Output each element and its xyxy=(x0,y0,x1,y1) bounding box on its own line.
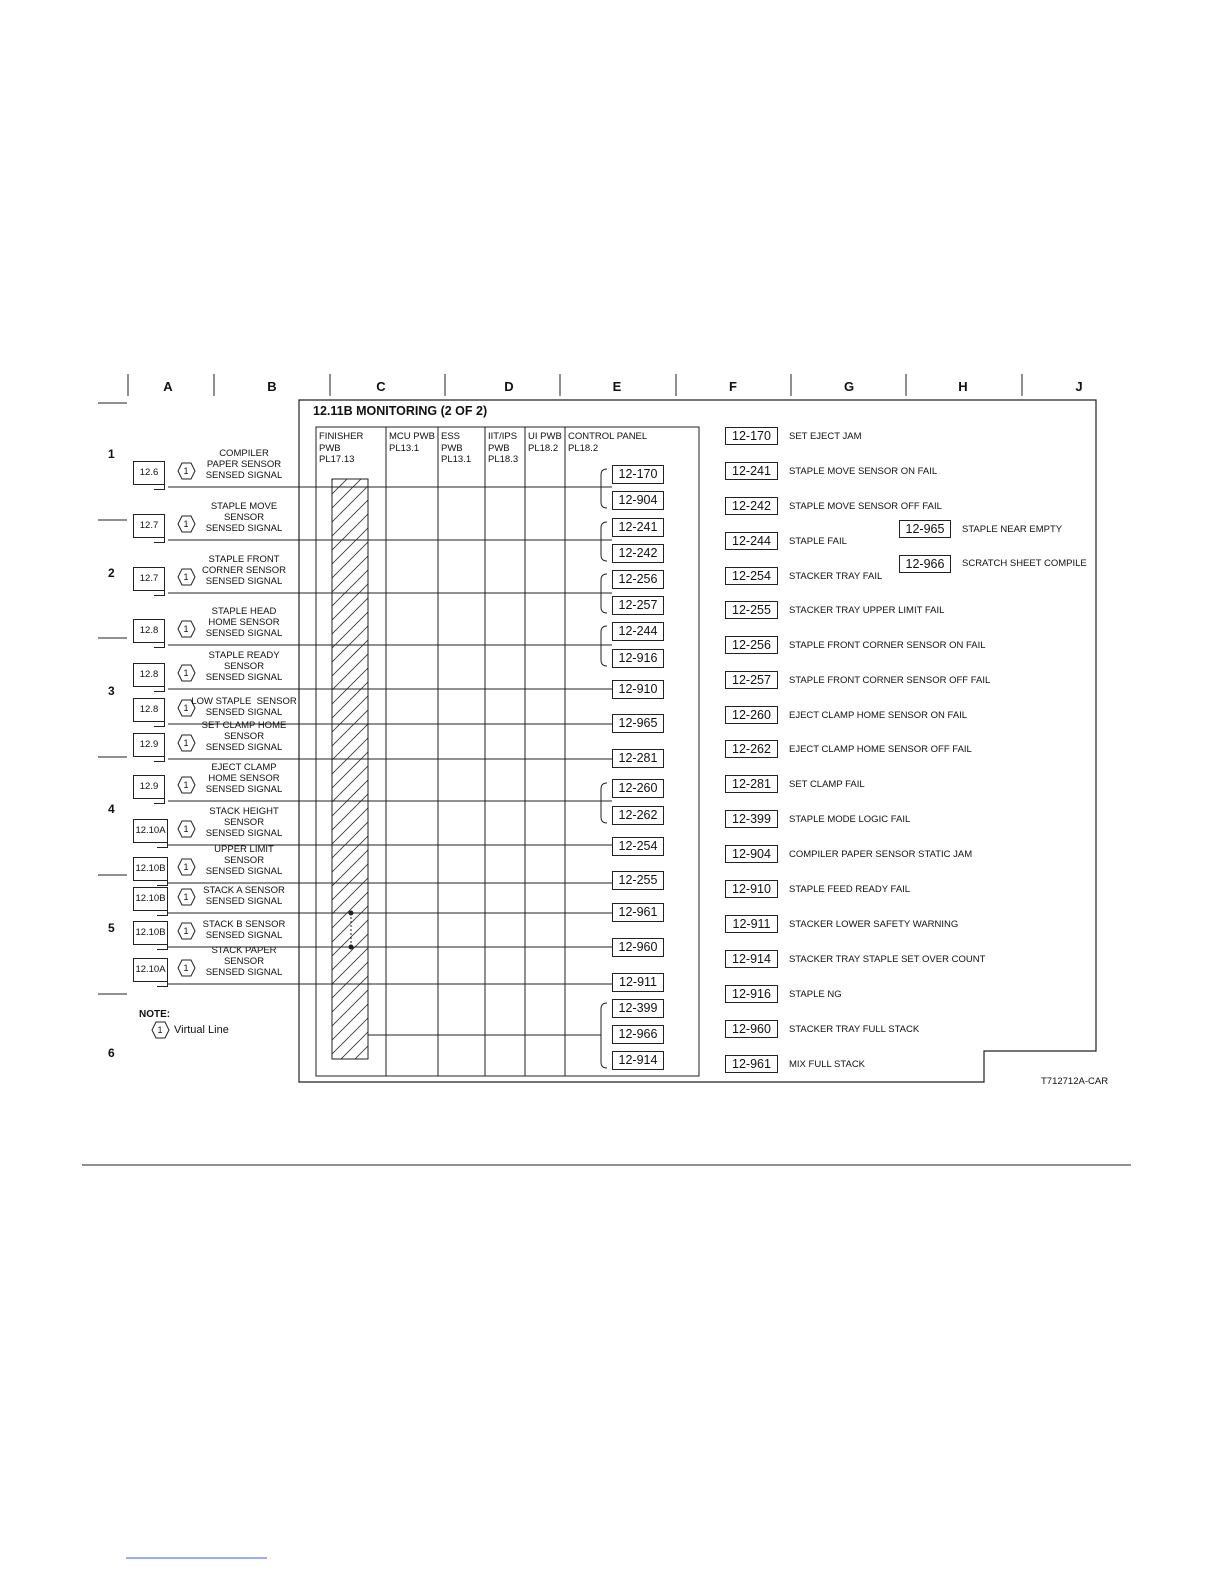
legend-code-box: 12-910 xyxy=(725,880,778,898)
virtual-line-marker-text: 1 xyxy=(183,926,189,936)
legend-description: STAPLE FEED READY FAIL xyxy=(789,884,911,895)
virtual-line-marker-text: 1 xyxy=(183,572,189,582)
sensor-signal-label: STAPLE READY SENSOR SENSED SIGNAL xyxy=(205,650,283,683)
virtual-line-marker-text: 1 xyxy=(183,892,189,902)
pwb-header: UI PWB PL18.2 xyxy=(528,431,562,454)
control-panel-code-box: 12-910 xyxy=(612,680,664,699)
sensor-signal-label: STAPLE MOVE SENSOR SENSED SIGNAL xyxy=(205,501,283,534)
grid-row-label: 4 xyxy=(108,802,115,816)
signal-reference-box: 12.9 xyxy=(133,775,165,799)
legend-description: STAPLE MODE LOGIC FAIL xyxy=(789,814,911,825)
legend-code-box: 12-960 xyxy=(725,1020,778,1038)
legend-code-box: 12-257 xyxy=(725,671,778,689)
control-panel-code-box: 12-255 xyxy=(612,871,664,890)
virtual-line-hexagon xyxy=(177,888,196,906)
legend-code-box: 12-966 xyxy=(899,555,951,573)
legend-code-box: 12-244 xyxy=(725,532,778,550)
figure-id: T712712A-CAR xyxy=(1041,1076,1109,1087)
grid-column-label: H xyxy=(958,379,968,394)
legend-description: SET EJECT JAM xyxy=(789,431,862,442)
control-panel-code-box: 12-256 xyxy=(612,570,664,589)
virtual-line-hexagon xyxy=(177,462,196,480)
code-group-brace xyxy=(601,1003,607,1068)
note-heading: NOTE: xyxy=(139,1009,171,1020)
virtual-line-marker-text: 1 xyxy=(183,668,189,678)
grid-column-label: A xyxy=(163,379,173,394)
virtual-line-hexagon xyxy=(177,568,196,586)
grid-column-label: G xyxy=(843,379,855,394)
sensor-signal-label: COMPILER PAPER SENSOR SENSED SIGNAL xyxy=(205,448,283,481)
legend-description: STAPLE FRONT CORNER SENSOR ON FAIL xyxy=(789,640,986,651)
virtual-line-hexagon xyxy=(177,858,196,876)
sensor-signal-label: STAPLE FRONT CORNER SENSOR SENSED SIGNAL xyxy=(202,554,286,587)
legend-description: STAPLE FAIL xyxy=(789,536,847,547)
virtual-line-hexagon xyxy=(177,820,196,838)
grid-row-label: 5 xyxy=(108,921,115,935)
legend-code-box: 12-281 xyxy=(725,775,778,793)
sensor-signal-label: EJECT CLAMP HOME SENSOR SENSED SIGNAL xyxy=(205,762,283,795)
virtual-line-marker-text: 1 xyxy=(183,738,189,748)
pwb-header: CONTROL PANEL PL18.2 xyxy=(568,431,648,454)
legend-description: STACKER TRAY FULL STACK xyxy=(789,1024,920,1035)
connection-dot xyxy=(349,945,354,950)
control-panel-code-box: 12-170 xyxy=(612,465,664,484)
grid-row-label: 3 xyxy=(108,684,115,698)
legend-description: STAPLE NEAR EMPTY xyxy=(962,524,1063,535)
legend-description: SET CLAMP FAIL xyxy=(789,779,865,790)
virtual-line-marker-text: 1 xyxy=(183,703,189,713)
pwb-header: MCU PWB PL13.1 xyxy=(389,431,435,454)
sensor-signal-label: SET CLAMP HOME SENSOR SENSED SIGNAL xyxy=(201,720,287,753)
legend-code-box: 12-914 xyxy=(725,950,778,968)
virtual-line-marker-text: 1 xyxy=(183,862,189,872)
legend-code-box: 12-170 xyxy=(725,427,778,445)
control-panel-code-box: 12-262 xyxy=(612,806,664,825)
legend-description: SCRATCH SHEET COMPILE xyxy=(962,558,1087,569)
sensor-signal-label: STACK PAPER SENSOR SENSED SIGNAL xyxy=(205,945,283,978)
control-panel-code-box: 12-911 xyxy=(612,973,664,992)
control-panel-code-box: 12-965 xyxy=(612,714,664,733)
control-panel-code-box: 12-242 xyxy=(612,544,664,563)
legend-description: STAPLE MOVE SENSOR OFF FAIL xyxy=(789,501,942,512)
control-panel-code-box: 12-914 xyxy=(612,1051,664,1070)
virtual-line-marker-text: 1 xyxy=(183,466,189,476)
signal-reference-box: 12.7 xyxy=(133,514,165,538)
legend-code-box: 12-916 xyxy=(725,985,778,1003)
legend-description: STAPLE NG xyxy=(789,989,842,1000)
signal-reference-box: 12.10A xyxy=(133,958,168,982)
diagram-frame xyxy=(299,400,1096,1082)
sensor-signal-label: UPPER LIMIT SENSOR SENSED SIGNAL xyxy=(205,844,283,877)
signal-reference-box: 12.7 xyxy=(133,567,165,591)
legend-code-box: 12-965 xyxy=(899,520,951,538)
control-panel-code-box: 12-399 xyxy=(612,999,664,1018)
virtual-line-marker-text: 1 xyxy=(183,824,189,834)
legend-description: STACKER TRAY STAPLE SET OVER COUNT xyxy=(789,954,986,965)
control-panel-code-box: 12-904 xyxy=(612,491,664,510)
legend-description: EJECT CLAMP HOME SENSOR OFF FAIL xyxy=(789,744,972,755)
signal-reference-box: 12.6 xyxy=(133,461,165,485)
sensor-signal-label: STAPLE HEAD HOME SENSOR SENSED SIGNAL xyxy=(205,606,283,639)
signal-reference-box: 12.10B xyxy=(133,921,168,945)
signal-reference-box: 12.10B xyxy=(133,887,168,911)
code-group-brace xyxy=(601,469,607,508)
signal-reference-box: 12.9 xyxy=(133,733,165,757)
code-group-brace xyxy=(601,522,607,561)
control-panel-code-box: 12-916 xyxy=(612,649,664,668)
signal-reference-box: 12.10B xyxy=(133,857,168,881)
grid-row-label: 6 xyxy=(108,1046,115,1060)
connection-dot xyxy=(349,911,354,916)
legend-code-box: 12-911 xyxy=(725,915,778,933)
sensor-signal-label: STACK A SENSOR SENSED SIGNAL xyxy=(203,885,285,907)
legend-code-box: 12-256 xyxy=(725,636,778,654)
grid-column-label: F xyxy=(729,379,737,394)
finisher-pwb-hatched-bar xyxy=(332,479,368,1059)
control-panel-code-box: 12-260 xyxy=(612,779,664,798)
legend-code-box: 12-262 xyxy=(725,740,778,758)
legend-code-box: 12-260 xyxy=(725,706,778,724)
virtual-line-marker-text: 1 xyxy=(183,519,189,529)
grid-column-label: E xyxy=(612,379,622,394)
virtual-line-hexagon xyxy=(177,922,196,940)
virtual-line-hexagon xyxy=(177,959,196,977)
signal-reference-box: 12.10A xyxy=(133,819,168,843)
grid-column-label: C xyxy=(376,379,386,394)
legend-code-box: 12-255 xyxy=(725,601,778,619)
virtual-line-hexagon xyxy=(177,734,196,752)
signal-reference-box: 12.8 xyxy=(133,619,165,643)
legend-description: STAPLE MOVE SENSOR ON FAIL xyxy=(789,466,938,477)
signal-reference-box: 12.8 xyxy=(133,698,165,722)
grid-column-label: B xyxy=(267,379,277,394)
control-panel-code-box: 12-960 xyxy=(612,938,664,957)
virtual-line-hexagon xyxy=(177,776,196,794)
grid-row-label: 1 xyxy=(108,447,115,461)
legend-code-box: 12-241 xyxy=(725,462,778,480)
legend-description: EJECT CLAMP HOME SENSOR ON FAIL xyxy=(789,710,968,721)
legend-code-box: 12-961 xyxy=(725,1055,778,1073)
virtual-line-marker-text: 1 xyxy=(183,963,189,973)
virtual-line-hexagon xyxy=(151,1021,170,1039)
virtual-line-hexagon xyxy=(177,515,196,533)
control-panel-code-box: 12-244 xyxy=(612,622,664,641)
pwb-header: IIT/IPS PWB PL18.3 xyxy=(488,431,519,465)
virtual-line-marker-text: 1 xyxy=(183,780,189,790)
grid-column-label: J xyxy=(1075,379,1083,394)
control-panel-code-box: 12-254 xyxy=(612,837,664,856)
note-text: Virtual Line xyxy=(174,1024,229,1036)
legend-code-box: 12-254 xyxy=(725,567,778,585)
pwb-header: ESS PWB PL13.1 xyxy=(441,431,472,465)
code-group-brace xyxy=(601,626,607,666)
control-panel-code-box: 12-961 xyxy=(612,903,664,922)
legend-description: STACKER LOWER SAFETY WARNING xyxy=(789,919,959,930)
legend-description: STAPLE FRONT CORNER SENSOR OFF FAIL xyxy=(789,675,991,686)
legend-description: STACKER TRAY UPPER LIMIT FAIL xyxy=(789,605,945,616)
diagram-title: 12.11B MONITORING (2 OF 2) xyxy=(313,404,488,418)
virtual-line-hexagon xyxy=(177,620,196,638)
sensor-signal-label: LOW STAPLE SENSOR SENSED SIGNAL xyxy=(191,696,297,718)
control-panel-code-box: 12-257 xyxy=(612,596,664,615)
virtual-line-marker-text: 1 xyxy=(157,1025,163,1035)
code-group-brace xyxy=(601,783,607,823)
legend-description: STACKER TRAY FAIL xyxy=(789,571,883,582)
pwb-header: FINISHER PWB PL17.13 xyxy=(319,431,364,465)
legend-description: MIX FULL STACK xyxy=(789,1059,866,1070)
virtual-line-hexagon xyxy=(177,664,196,682)
virtual-line-marker-text: 1 xyxy=(183,624,189,634)
legend-code-box: 12-904 xyxy=(725,845,778,863)
legend-description: COMPILER PAPER SENSOR STATIC JAM xyxy=(789,849,973,860)
control-panel-code-box: 12-966 xyxy=(612,1025,664,1044)
control-panel-code-box: 12-241 xyxy=(612,518,664,537)
sensor-signal-label: STACK HEIGHT SENSOR SENSED SIGNAL xyxy=(205,806,283,839)
legend-code-box: 12-242 xyxy=(725,497,778,515)
sensor-signal-label: STACK B SENSOR SENSED SIGNAL xyxy=(202,919,286,941)
signal-reference-box: 12.8 xyxy=(133,663,165,687)
grid-row-label: 2 xyxy=(108,566,115,580)
legend-code-box: 12-399 xyxy=(725,810,778,828)
control-panel-code-box: 12-281 xyxy=(612,749,664,768)
grid-column-label: D xyxy=(504,379,514,394)
